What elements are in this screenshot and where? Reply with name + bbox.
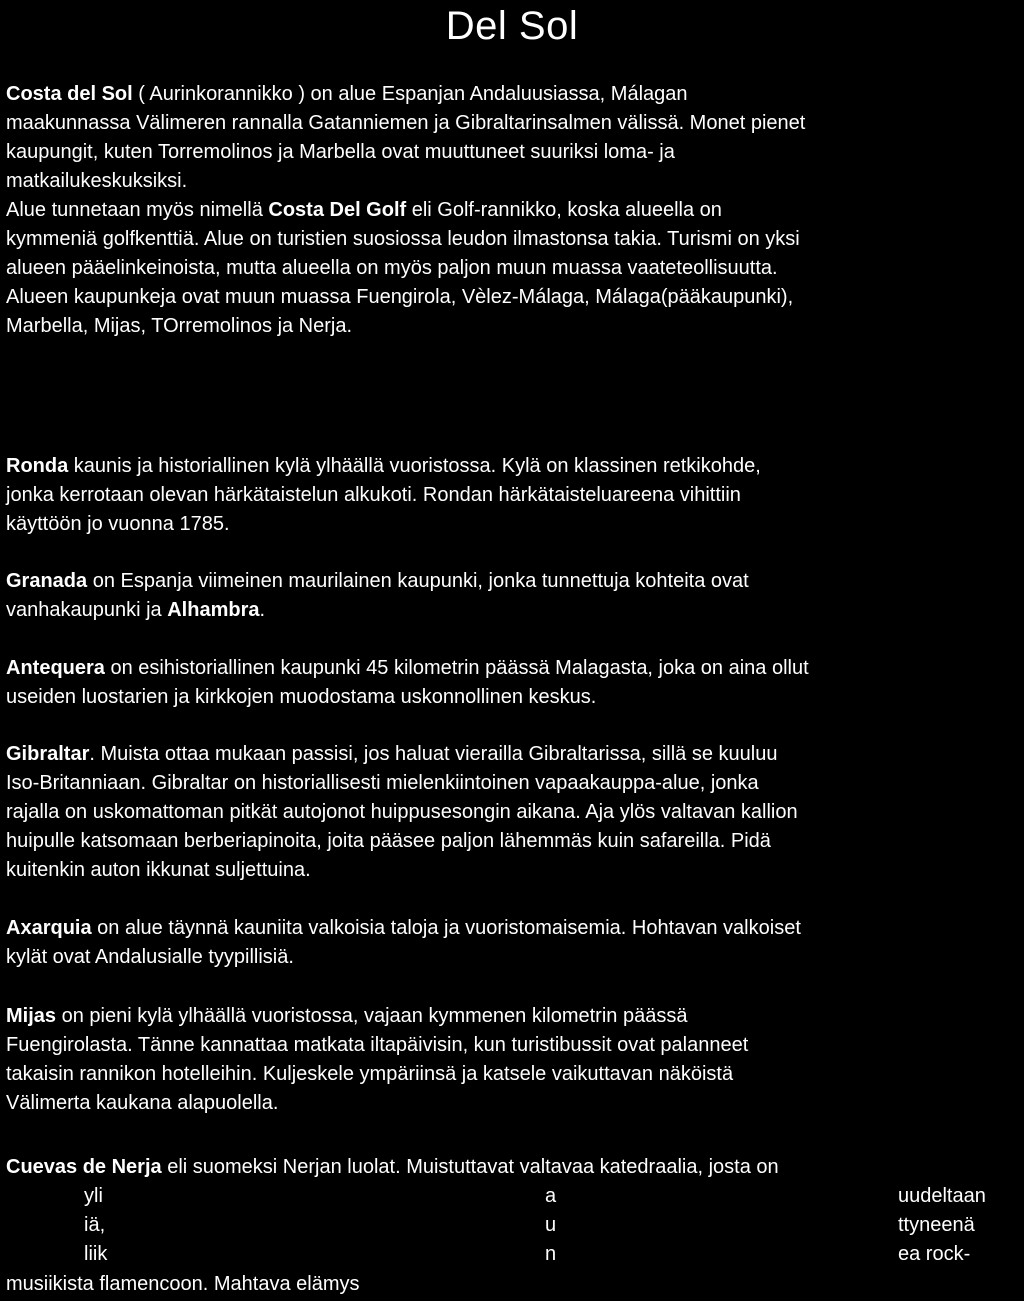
line-text: on Espanja viimeinen maurilainen kaupunki, jonka tunnettuja kohteita ovat [87, 570, 749, 592]
bold-term: Alhambra [167, 599, 260, 621]
line-text: kymmeniä golfkenttiä. Alue on turistien suosiossa leudon ilmastonsa takia. Turismi on yksi [6, 228, 800, 250]
text-line [6, 1089, 1018, 1118]
granada-paragraph [6, 567, 1018, 625]
line-text: Alueen kaupunkeja ovat muun muassa Fuengirola, Vèlez-Málaga, Málaga(pääkaupunki), [6, 286, 794, 308]
line-text: Fuengirolasta. Tänne kannattaa matkata iltapäivisin, kun turistibussit ovat palanneet [6, 1034, 749, 1056]
line-text: Alue tunnetaan myös nimellä [6, 199, 269, 221]
bold-term: Ronda [6, 455, 69, 477]
bold-term: Axarquia [6, 917, 92, 939]
gibraltar-paragraph [6, 740, 1018, 885]
text-line [6, 196, 1018, 225]
text-line [6, 481, 1018, 510]
line-text: Välimerta kaukana alapuolella. [6, 1092, 279, 1114]
text-line [6, 943, 1018, 972]
ronda-paragraph [6, 452, 1018, 539]
bold-term: Costa Del Golf [268, 199, 407, 221]
line-text: kaunis ja historiallinen kylä ylhäällä vuoristossa. Kylä on klassinen retkikohde, [68, 455, 761, 477]
line-text: ( Aurinkorannikko ) on alue Espanjan Andaluusiassa, Málagan [132, 83, 688, 105]
line-text: on esihistoriallinen kaupunki 45 kilometrin päässä Malagasta, joka on aina ollut [104, 657, 809, 679]
text-line [6, 740, 1018, 769]
text-line [6, 254, 1018, 283]
text-line [6, 283, 1018, 312]
text-line [6, 1153, 1018, 1182]
antequera-paragraph [6, 654, 1018, 712]
text-line [6, 80, 1018, 109]
cuevas-paragraph [6, 1153, 1018, 1182]
line-text: eli Golf-rannikko, koska alueella on [406, 199, 722, 221]
text-line [6, 225, 1018, 254]
bold-term: Cuevas de Nerja [6, 1156, 162, 1178]
text-line [6, 510, 1018, 539]
text-line [6, 312, 1018, 341]
text-line [6, 596, 1018, 625]
line-text: rajalla on uskomattoman pitkät autojonot huippusesongin aikana. Aja ylös valtavan kallion [6, 801, 798, 823]
text-line [6, 452, 1018, 481]
line-text: kylät ovat Andalusialle tyypillisiä. [6, 946, 294, 968]
fragment-text: n [545, 1243, 557, 1265]
line-text: huipulle katsomaan berberiapinoita, joita pääsee paljon lähemmäs kuin safareilla. Pidä [6, 830, 771, 852]
line-text: eli suomeksi Nerjan luolat. Muistuttavat valtavaa katedraalia, josta on [161, 1156, 779, 1178]
line-text: maakunnassa Välimeren rannalla Gatanniemen ja Gibraltarinsalmen välissä. Monet pienet [6, 112, 806, 134]
text-line [6, 827, 1018, 856]
line-text: vanhakaupunki ja [6, 599, 168, 621]
text-line [6, 856, 1018, 885]
fragment-text: iä, [84, 1214, 106, 1236]
fragment-text: yli [84, 1185, 103, 1207]
mijas-paragraph [6, 1002, 1018, 1118]
line-text: on alue täynnä kauniita valkoisia taloja ja vuoristomaisemia. Hohtavan valkoiset [91, 917, 801, 939]
page-title: Del Sol [445, 4, 579, 48]
fragment-text: a [545, 1185, 557, 1207]
line-text: Marbella, Mijas, TOrremolinos ja Nerja. [6, 315, 353, 337]
line-text: takaisin rannikon hotelleihin. Kuljeskele ympäriinsä ja katsele vaikuttavan näköistä [6, 1063, 734, 1085]
text-line [6, 914, 1018, 943]
bold-term: Gibraltar [6, 743, 90, 765]
text-line [6, 1060, 1018, 1089]
text-line [6, 1031, 1018, 1060]
line-text: kuitenkin auton ikkunat suljettuina. [6, 859, 311, 881]
bold-term: Granada [6, 570, 88, 592]
line-text: alueen pääelinkeinoista, mutta alueella on myös paljon muun muassa vaateteollisuutta. [6, 257, 778, 279]
text-line [6, 138, 1018, 167]
text-line [6, 683, 1018, 712]
fragment-text: ea rock- [898, 1243, 971, 1265]
fragment-text: u [545, 1214, 557, 1236]
line-text: . [259, 599, 266, 621]
fragment-text: liik [84, 1243, 108, 1265]
intro-paragraph [6, 80, 1018, 341]
text-line [6, 769, 1018, 798]
bold-term: Antequera [6, 657, 105, 679]
text-line [6, 567, 1018, 596]
line-text: useiden luostarien ja kirkkojen muodostama uskonnollinen keskus. [6, 686, 597, 708]
line-text: matkailukeskuksiksi. [6, 170, 188, 192]
fragment-text: uudeltaan [898, 1185, 986, 1207]
line-text: käyttöön jo vuonna 1785. [6, 513, 230, 535]
text-line [6, 654, 1018, 683]
cuevas-last-line: musiikista flamencoon. Mahtava elämys [6, 1273, 360, 1295]
bold-term: Mijas [6, 1005, 57, 1027]
text-line [6, 167, 1018, 196]
line-text: . Muista ottaa mukaan passisi, jos haluat vierailla Gibraltarissa, sillä se kuuluu [89, 743, 778, 765]
text-line [6, 798, 1018, 827]
text-line [6, 1002, 1018, 1031]
bold-term: Costa del Sol [6, 83, 133, 105]
fragment-text: ttyneenä [898, 1214, 975, 1236]
line-text: jonka kerrotaan olevan härkätaistelun alkukoti. Rondan härkätaisteluareena vihittiin [6, 484, 741, 506]
axarquia-paragraph [6, 914, 1018, 972]
line-text: kaupungit, kuten Torremolinos ja Marbella ovat muuttuneet suuriksi loma- ja [6, 141, 675, 163]
line-text: on pieni kylä ylhäällä vuoristossa, vajaan kymmenen kilometrin päässä [56, 1005, 688, 1027]
line-text: Iso-Britanniaan. Gibraltar on historiallisesti mielenkiintoinen vapaakauppa-alue, jonka [6, 772, 759, 794]
text-line [6, 109, 1018, 138]
